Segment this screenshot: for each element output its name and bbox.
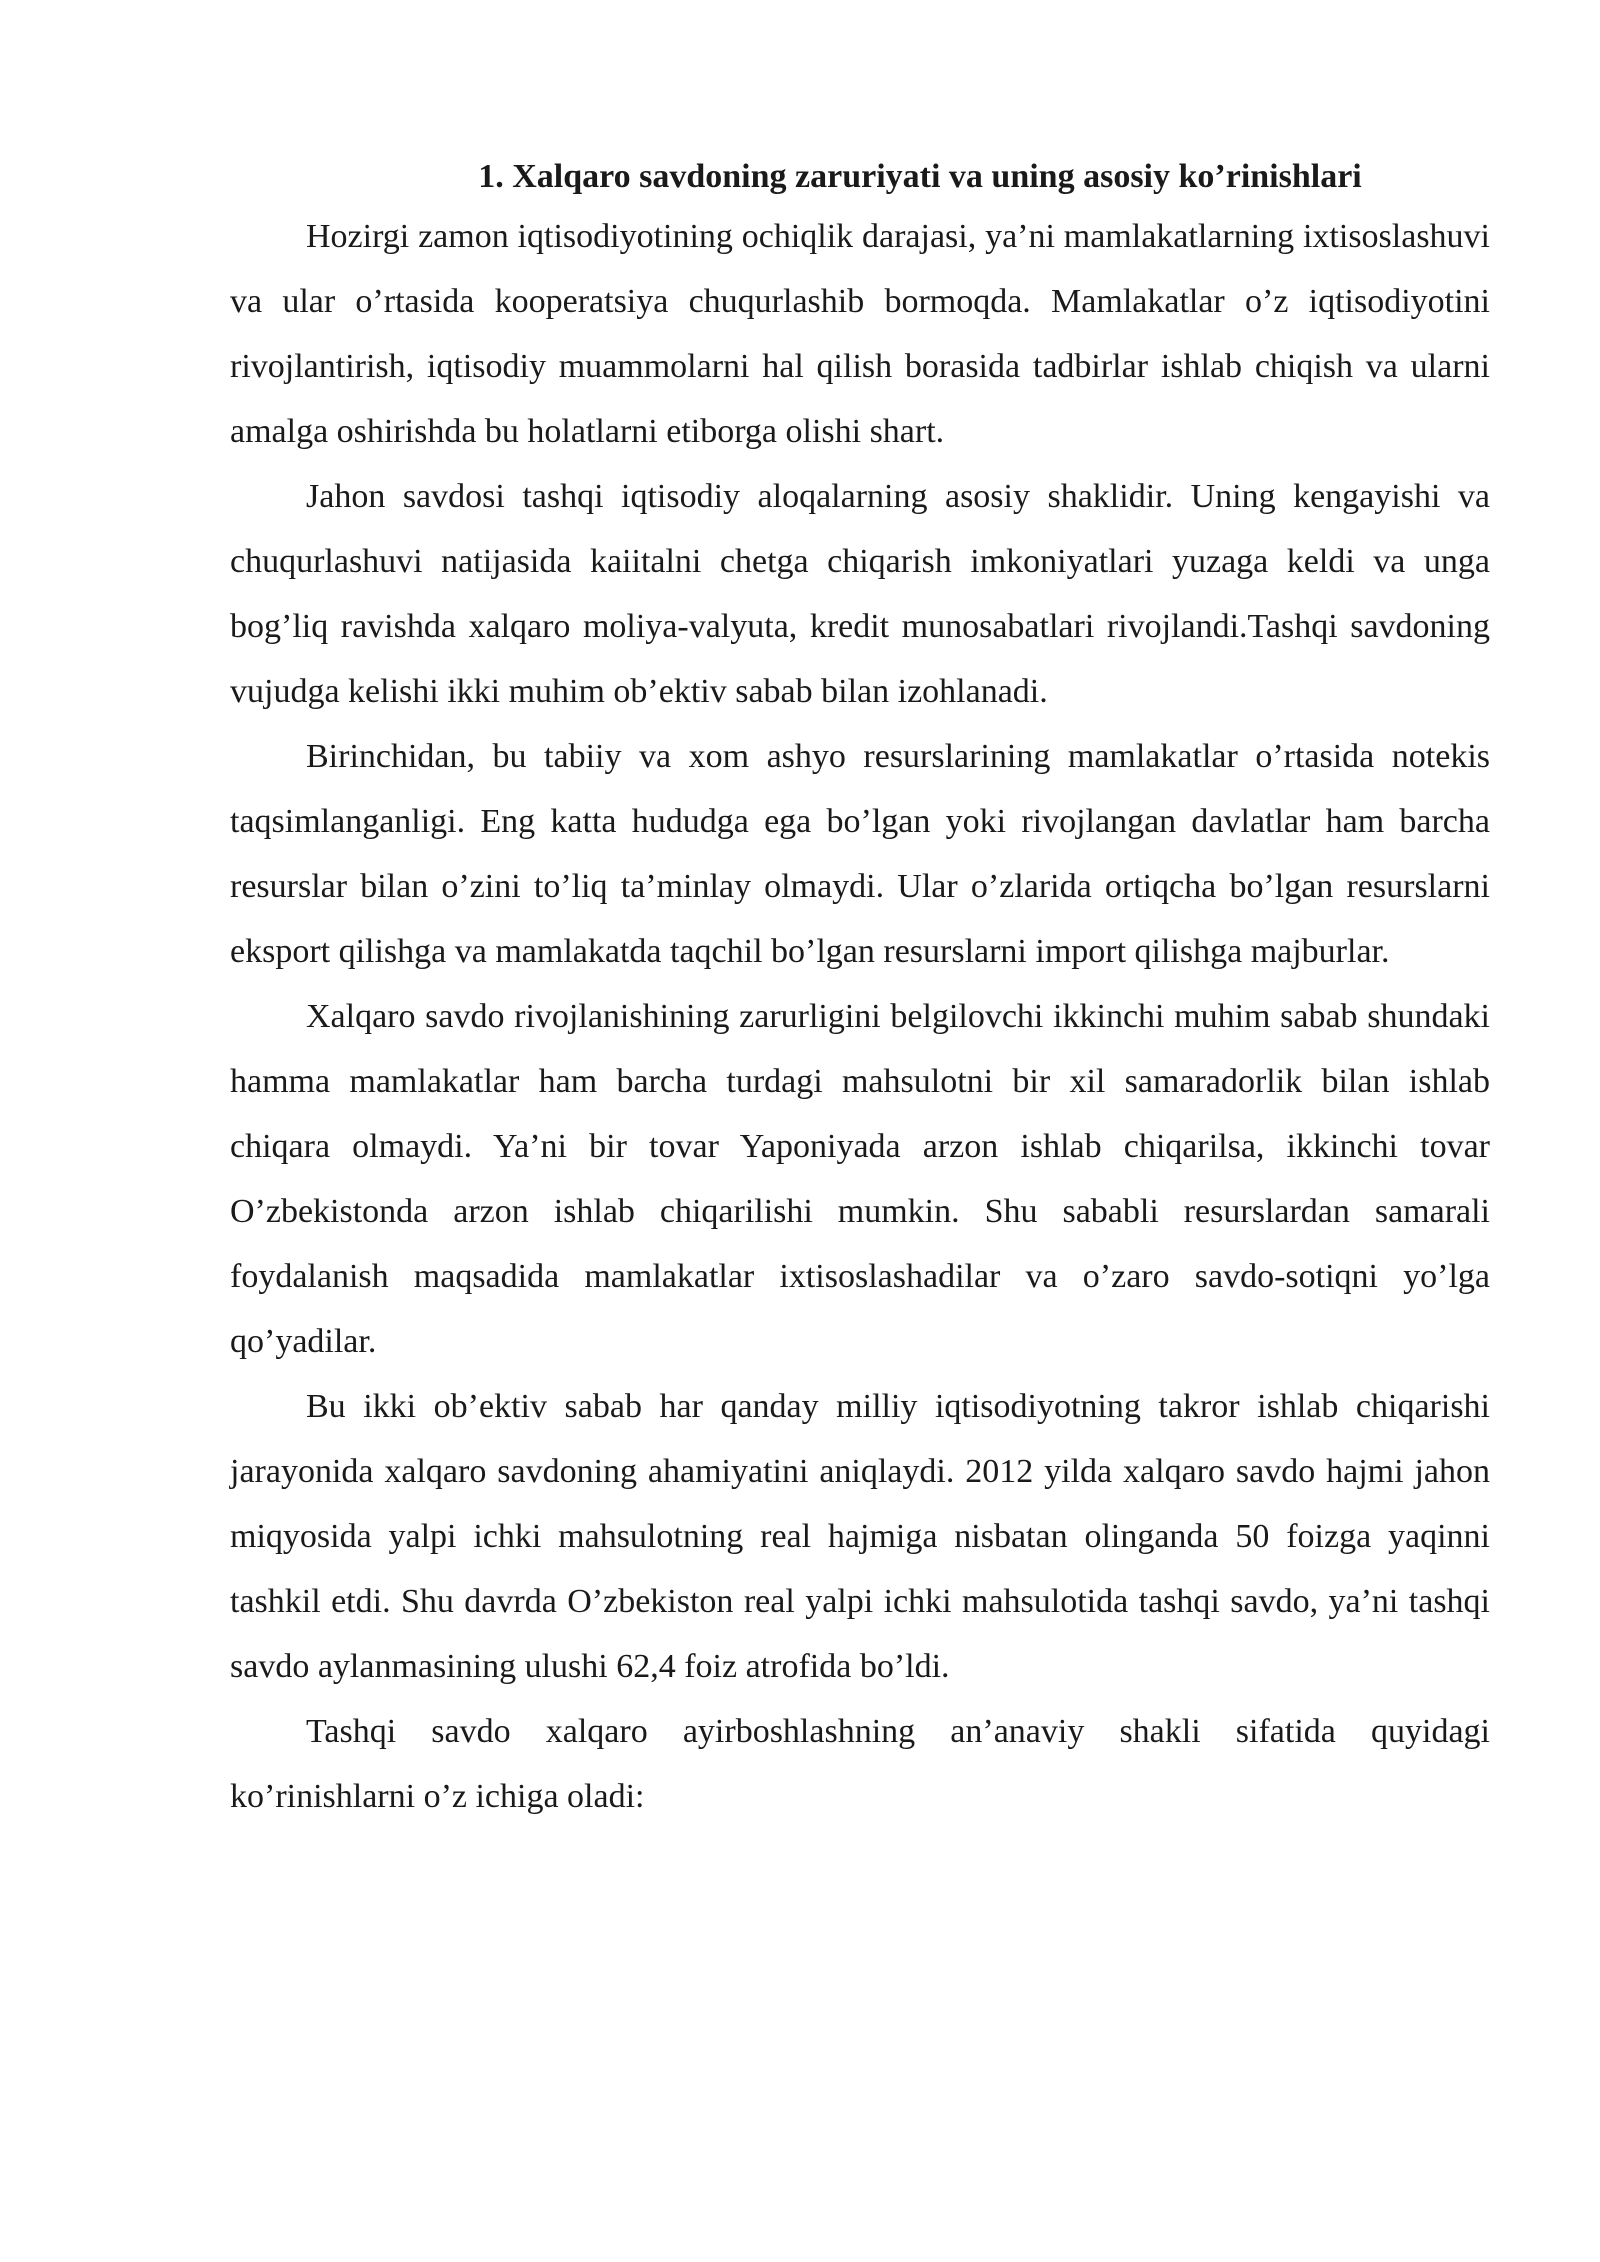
paragraph-5: Bu ikki ob’ektiv sabab har qanday milliy iqtisodiyotning takror ishlab chiqarishi jarayonida xalqaro savdoning ahamiyatini aniqlaydi. 2012 yilda xalqaro savdo hajmi jahon miqyosida yalpi ichki mahsulotning real hajmiga nisbatan olinganda 50 foizga yaqinni tashkil etdi. Shu davrda O’zbekiston real yalpi ichki mahsulotida tashqi savdo, ya’ni tashqi savdo aylanmasining ulushi 62,4 foiz atrofida bo’ldi. [230, 1388, 1490, 1685]
section-heading: 1. Xalqaro savdoning zaruriyati va uning asosiy ko’rinishlari [478, 158, 1362, 195]
paragraph-3: Birinchidan, bu tabiiy va xom ashyo resurslarining mamlakatlar o’rtasida notekis taqsimlanganligi. Eng katta hududga ega bo’lgan yoki rivojlangan davlatlar ham barcha resurslar bilan o’zini to’liq ta’minlay olmaydi. Ular o’zlarida ortiqcha bo’lgan resurslarni eksport qilishga va mamlakatda taqchil bo’lgan resurslarni import qilishga majburlar. [230, 738, 1490, 970]
document-body [230, 150, 1490, 1829]
paragraph-6: Tashqi savdo xalqaro ayirboshlashning an’anaviy shakli sifatida quyidagi ko’rinishlarni o’z ichiga oladi: [230, 1713, 1490, 1815]
paragraph-4: Xalqaro savdo rivojlanishining zarurligini belgilovchi ikkinchi muhim sabab shundaki hamma mamlakatlar ham barcha turdagi mahsulotni bir xil samaradorlik bilan ishlab chiqara olmaydi. Ya’ni bir tovar Yaponiyada arzon ishlab chiqarilsa, ikkinchi tovar O’zbekistonda arzon ishlab chiqarilishi mumkin. Shu sababli resurslardan samarali foydalanish maqsadida mamlakatlar ixtisoslashadilar va o’zaro savdo-sotiqni yo’lga qo’yadilar. [230, 998, 1490, 1360]
paragraph-1: Hozirgi zamon iqtisodiyotining ochiqlik darajasi, ya’ni mamlakatlarning ixtisoslashuvi va ular o’rtasida kooperatsiya chuqurlashib bormoqda. Mamlakatlar o’z iqtisodiyotini rivojlantirish, iqtisodiy muammolarni hal qilish borasida tadbirlar ishlab chiqish va ularni amalga oshirishda bu holatlarni etiborga olishi shart. [230, 218, 1490, 450]
paragraph-2: Jahon savdosi tashqi iqtisodiy aloqalarning asosiy shaklidir. Uning kengayishi va chuqurlashuvi natijasida kaiitalni chetga chiqarish imkoniyatlari yuzaga keldi va unga bog’liq ravishda xalqaro moliya-valyuta, kredit munosabatlari rivojlandi.Tashqi savdoning vujudga kelishi ikki muhim ob’ektiv sabab bilan izohlanadi. [230, 478, 1490, 710]
